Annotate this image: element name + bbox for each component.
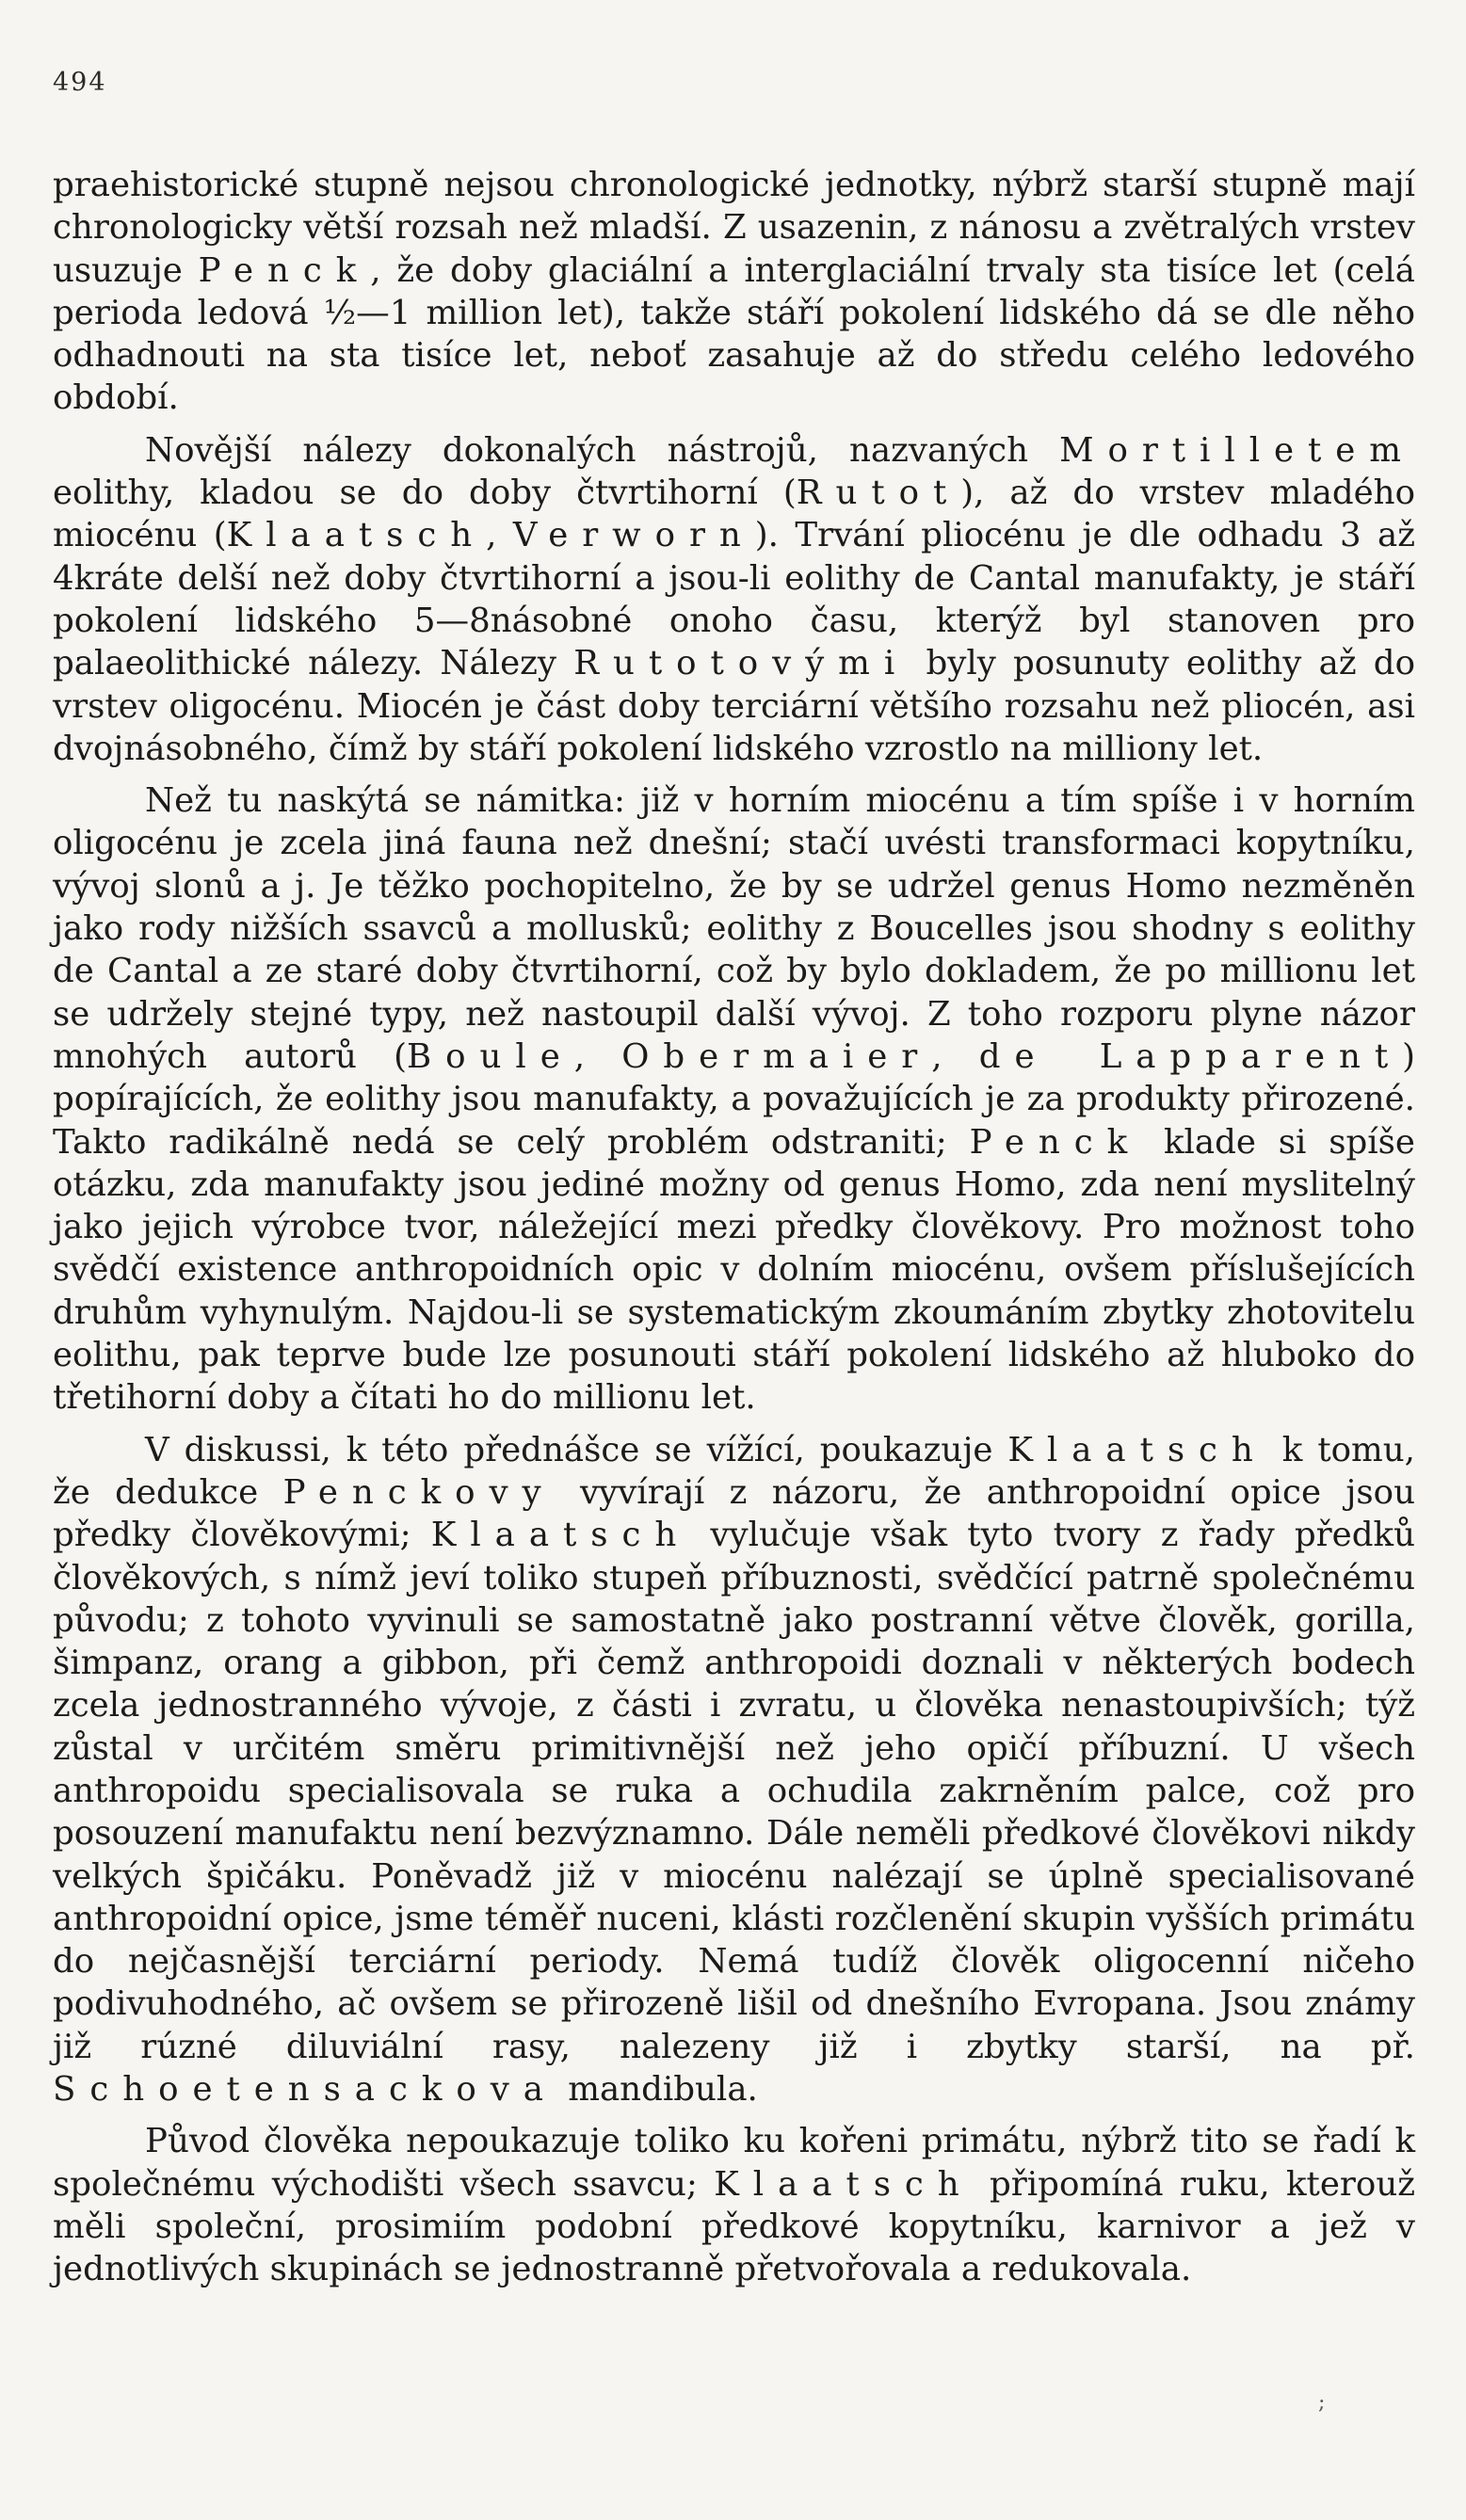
text-run: ). Trvání pliocénu je dle odhadu 3 až 4kráte delší než doby čtvrtihorní a jsou-li eolithy de Cantal manufakty, je stáří pokolení lidského 5—8násobné onoho času, kterýž byl stanoven pro palaeolithické nálezy. Nálezy — [53, 516, 1415, 683]
text-run: Původ člověka nepoukazuje toliko ku kořeni primátu, nýbrž tito se řadí k společnému východišti všech ssavcu; — [53, 2122, 1415, 2204]
margin-mark: ; — [1318, 2391, 1326, 2415]
spaced-name: Penckovy — [282, 1472, 556, 1512]
spaced-name: Penck — [198, 250, 371, 290]
body-text — [53, 164, 1415, 2301]
spaced-name: Rutot — [796, 474, 961, 513]
text-run: praehistorické stupně nejsou chronologické jednotky, nýbrž starší stupně mají chronologicky větší rozsah než mladší. Z usazenin, z nánosu a zvětralých vrstev usuzuje — [53, 166, 1415, 290]
text-run: , — [573, 1036, 622, 1076]
spaced-name: Mortilletem — [1059, 430, 1415, 470]
spaced-name: Rutotovými — [573, 644, 910, 683]
paragraph — [53, 429, 1415, 770]
spaced-name: Verworn — [512, 516, 755, 555]
text-run: eolithy, kladou se do doby čtvrtihorní ( — [53, 474, 797, 513]
spaced-name: Boule — [407, 1036, 574, 1076]
text-run: V diskussi, k této přednášce se vížící, poukazuje — [145, 1430, 1008, 1469]
spaced-name: Schoetensackova — [53, 2070, 557, 2110]
paragraph — [53, 2120, 1415, 2290]
text-run: , — [486, 516, 513, 555]
spaced-name: Penck — [969, 1122, 1142, 1162]
text-run: , že doby glaciální a interglaciální trvaly sta tisíce let (celá perioda ledová ½—1 million let), takže stáří pokolení lidského dá se dle něho odhadnouti na sta tisíce let, neboť zasahuje až do středu celého ledového období. — [53, 250, 1416, 418]
text-run: byly posunuty eolithy až do vrstev oligocénu. Miocén je část doby terciární většího rozsahu než pliocén, asi dvojnásobného, čímž by stáří pokolení lidského vzrostlo na milliony let. — [53, 644, 1415, 768]
spaced-name: Klaatsch — [1007, 1430, 1267, 1469]
text-run: k tomu, že dedukce — [53, 1430, 1415, 1512]
text-run: Než tu naskýtá se námitka: již v horním miocénu a tím spíše i v horním oligocénu je zcela jiná fauna než dnešní; stačí uvésti transformaci kopytníku, vývoj slonů a j. Je těžko pochopitelno, že by se udržel genus Homo nezměněn jako rody nižších ssavců a mollusků; eolithy z Boucelles jsou shodny s eolithy de Cantal a ze staré doby čtvrtihorní, což by bylo dokladem, že po millionu let se udržely stejné typy, než nastoupil další vývoj. Z toho rozporu plyne názor mnohých autorů ( — [53, 781, 1415, 1076]
spaced-name: Klaatsch — [714, 2164, 974, 2204]
text-run: připomíná ruku, kterouž měli společní, prosimiím podobní předkové kopytníku, karnivor a jež v jednotlivých skupinách se jednostranně přetvořovala a redukovala. — [53, 2164, 1415, 2289]
paragraph — [53, 164, 1415, 420]
spaced-name: Klaatsch — [226, 516, 487, 555]
paragraph — [53, 1429, 1415, 2111]
text-run: ) popírajících, že eolithy jsou manufakty, a považujících je za produkty přirozené. Takto radikálně nedá se celý problém odstraniti; — [53, 1036, 1416, 1162]
text-run: mandibula. — [556, 2070, 758, 2110]
paragraph — [53, 779, 1415, 1419]
text-run: klade si spíše otázku, zda manufakty jsou jediné možny od genus Homo, zda není myslitelný jako jejich výrobce tvor, náležející mezi předky člověkovy. Pro možnost toho svědčí existence anthropoidních opic v dolním miocénu, ovšem příslušejících druhům vyhynulým. Najdou-li se systematickým zkoumáním zbytky zhotovitelu eolithu, pak teprve bude lze posunouti stáří pokolení lidského až hluboko do třetihorní doby a čítati ho do millionu let. — [53, 1122, 1415, 1418]
page-number: 494 — [53, 68, 107, 97]
text-run: vyvírají z názoru, že anthropoidní opice jsou předky člověkovými; — [53, 1472, 1415, 1555]
text-run: Novější nálezy dokonalých nástrojů, nazvaných — [145, 430, 1060, 470]
text-run: ), až do vrstev mladého miocénu ( — [53, 474, 1416, 555]
text-run: , — [931, 1036, 979, 1076]
text-run: vylučuje však tyto tvory z řady předků člověkových, s nímž jeví toliko stupeň příbuznosti, svědčící patrně společnému původu; z tohoto vyvinuli se samostatně jako postranní větve člověk, gorilla, šimpanz, orang a gibbon, při čemž anthropoidi doznali v některých bodech zcela jednostranného vývoje, z části i zvratu, u člověka nenastoupivších; týž zůstal v určitém směru primitivnější než jeho opičí příbuzní. U všech anthropoidu specialisovala se ruka a ochudila zakrněním palce, což pro posouzení manufaktu není bezvýznamno. Dále neměli předkové člověkovi nikdy velkých špičáku. Poněvadž již v miocénu nalézají se úplně specialisované anthropoidní opice, jsme téměř nuceni, klásti rozčlenění skupin vyšších primátu do nejčasnější terciární periody. Nemá tudíž člověk oligocenní ničeho podivuhodného, ač ovšem se přirozeně lišil od dnešního Evropana. Jsou známy již rúzné diluviální rasy, nalezeny již i zbytky starší, na př. — [53, 1516, 1415, 2066]
spaced-name: Obermaier — [621, 1036, 932, 1076]
spaced-name: Klaatsch — [430, 1516, 691, 1555]
spaced-name: de Lapparent — [978, 1036, 1403, 1076]
